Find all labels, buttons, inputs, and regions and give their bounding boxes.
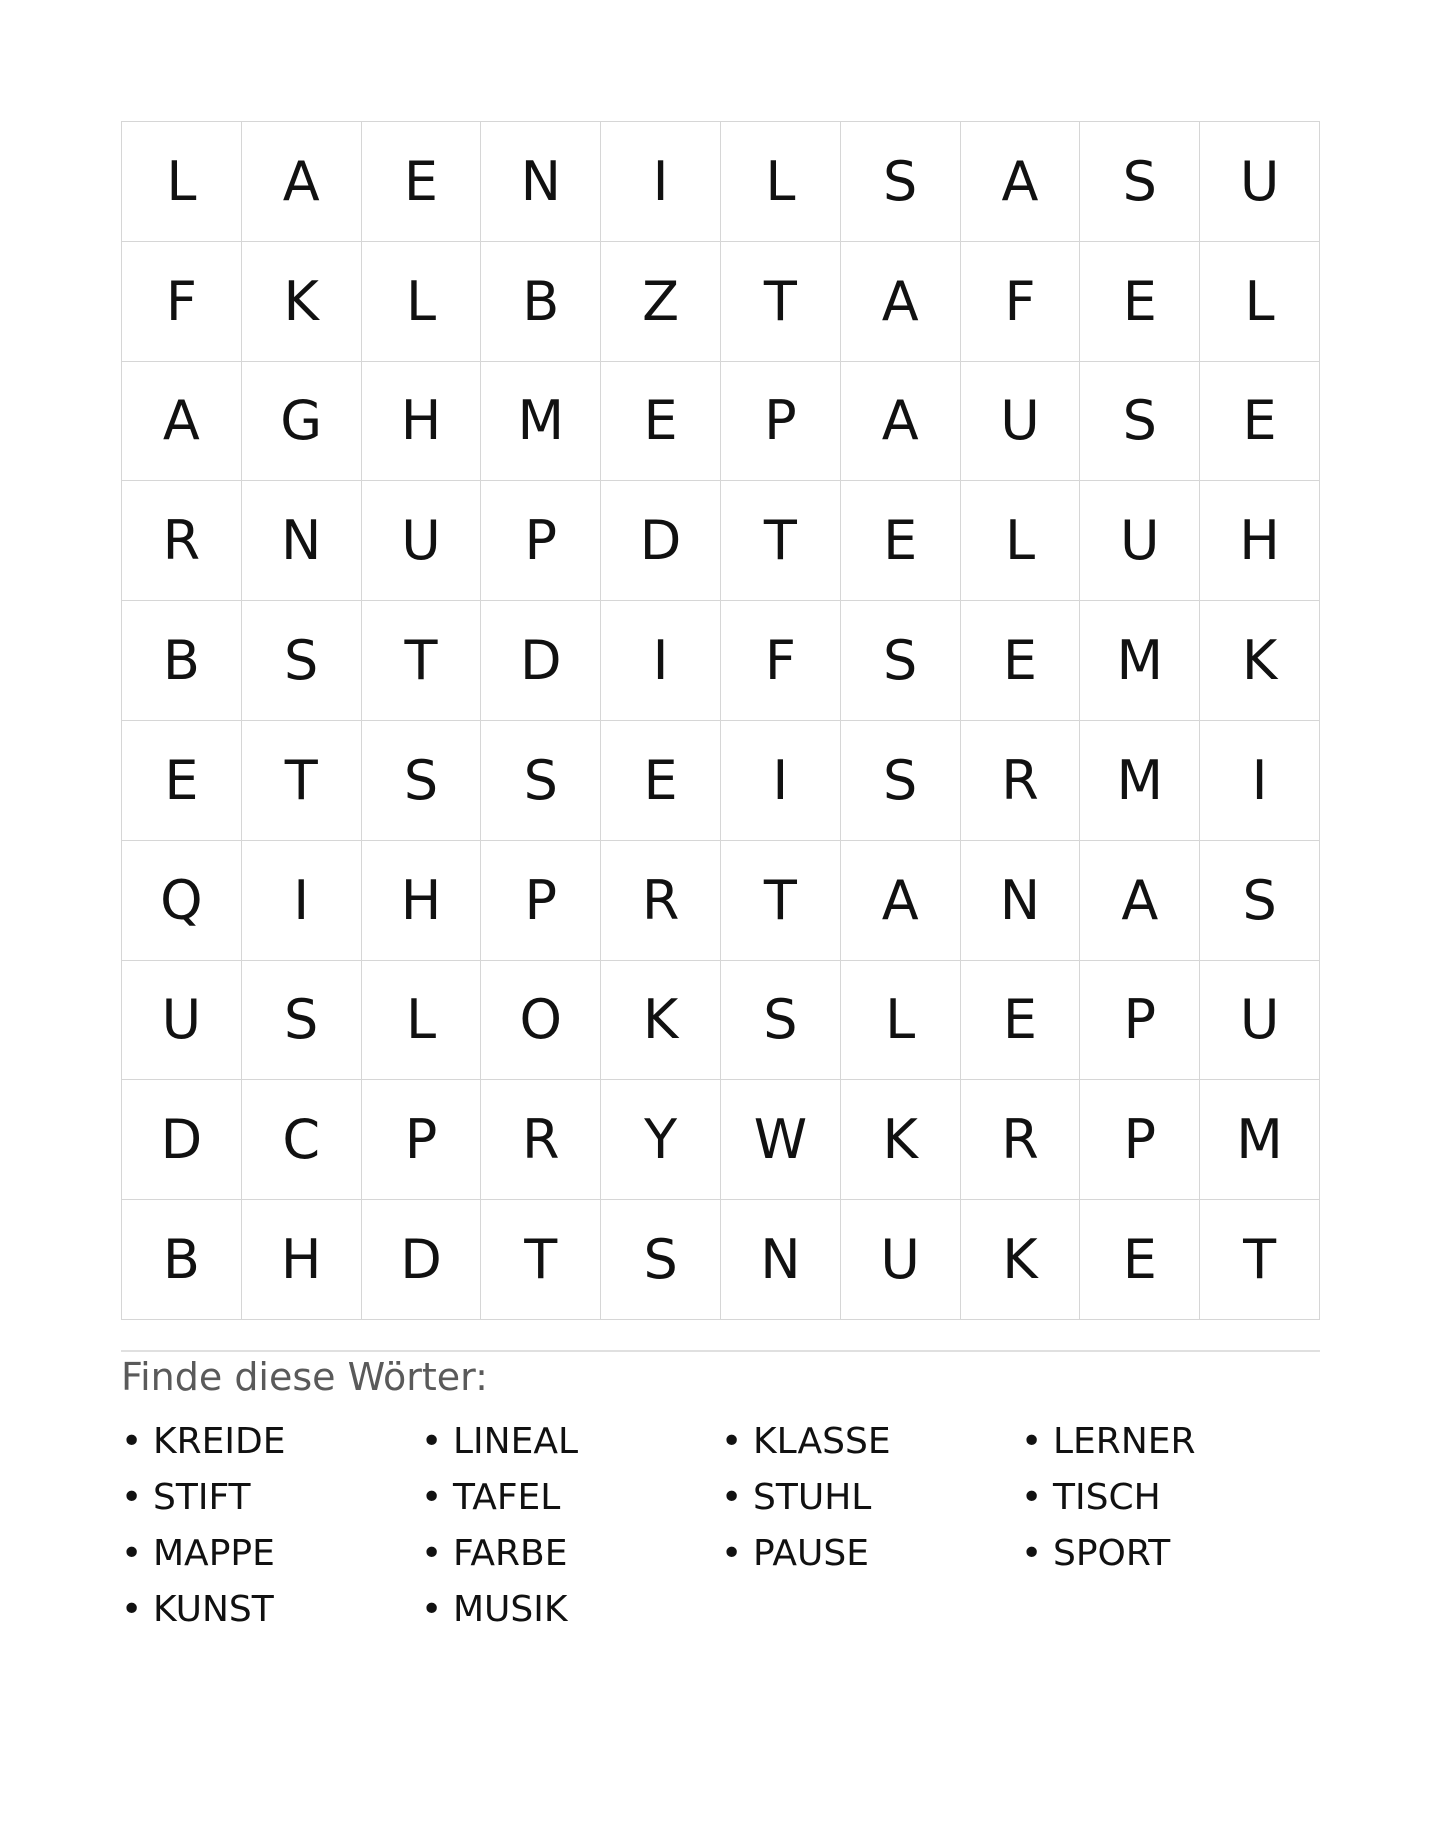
- word-list-item: [1021, 1469, 1321, 1525]
- grid-cell[interactable]: N: [721, 1200, 841, 1320]
- bullet-icon: •: [421, 1476, 443, 1518]
- grid-cell[interactable]: P: [1080, 1080, 1200, 1200]
- grid-cell[interactable]: U: [841, 1200, 961, 1320]
- grid-cell[interactable]: Z: [601, 242, 721, 362]
- grid-cell[interactable]: B: [122, 601, 242, 721]
- bullet-icon: •: [121, 1476, 143, 1518]
- word-label: LINEAL: [453, 1420, 579, 1462]
- grid-cell[interactable]: D: [481, 601, 601, 721]
- grid-cell[interactable]: D: [122, 1080, 242, 1200]
- grid-cell[interactable]: C: [242, 1080, 362, 1200]
- bullet-icon: •: [721, 1476, 743, 1518]
- grid-cell[interactable]: U: [362, 481, 482, 601]
- grid-cell[interactable]: E: [122, 721, 242, 841]
- grid-cell[interactable]: G: [242, 362, 362, 482]
- grid-cell[interactable]: R: [961, 1080, 1081, 1200]
- grid-cell[interactable]: P: [721, 362, 841, 482]
- word-label: PAUSE: [753, 1532, 869, 1574]
- word-list-item: [421, 1413, 721, 1469]
- grid-cell[interactable]: E: [841, 481, 961, 601]
- grid-cell[interactable]: E: [1080, 1200, 1200, 1320]
- word-label: KREIDE: [153, 1420, 286, 1462]
- grid-cell[interactable]: S: [242, 601, 362, 721]
- grid-cell[interactable]: L: [721, 122, 841, 242]
- bullet-icon: •: [1021, 1420, 1043, 1462]
- grid-cell[interactable]: M: [1200, 1080, 1320, 1200]
- word-list-item: [421, 1525, 721, 1581]
- word-list-item: [721, 1413, 1021, 1469]
- grid-cell[interactable]: S: [721, 961, 841, 1081]
- grid-cell[interactable]: K: [242, 242, 362, 362]
- word-list-item: [1021, 1525, 1321, 1581]
- grid-cell[interactable]: R: [961, 721, 1081, 841]
- word-label: MAPPE: [153, 1532, 275, 1574]
- word-list-item: [121, 1581, 421, 1637]
- word-label: STUHL: [753, 1476, 872, 1518]
- grid-cell[interactable]: P: [481, 481, 601, 601]
- grid-cell[interactable]: E: [961, 601, 1081, 721]
- word-label: MUSIK: [453, 1588, 568, 1630]
- grid-cell[interactable]: B: [122, 1200, 242, 1320]
- grid-cell[interactable]: I: [601, 601, 721, 721]
- grid-cell[interactable]: L: [961, 481, 1081, 601]
- word-list: [121, 1413, 1320, 1637]
- grid-cell[interactable]: F: [961, 242, 1081, 362]
- grid-cell[interactable]: N: [961, 841, 1081, 961]
- grid-cell[interactable]: R: [601, 841, 721, 961]
- grid-cell[interactable]: A: [1080, 841, 1200, 961]
- grid-cell[interactable]: E: [1080, 242, 1200, 362]
- grid-cell[interactable]: S: [242, 961, 362, 1081]
- grid-cell[interactable]: A: [841, 362, 961, 482]
- bullet-icon: •: [421, 1420, 443, 1462]
- grid-cell[interactable]: T: [721, 481, 841, 601]
- grid-cell[interactable]: I: [721, 721, 841, 841]
- bullet-icon: •: [1021, 1532, 1043, 1574]
- grid-cell[interactable]: L: [362, 961, 482, 1081]
- grid-cell[interactable]: H: [1200, 481, 1320, 601]
- grid-cell[interactable]: U: [1200, 122, 1320, 242]
- grid-cell[interactable]: K: [841, 1080, 961, 1200]
- grid-cell[interactable]: Q: [122, 841, 242, 961]
- grid-cell[interactable]: I: [601, 122, 721, 242]
- grid-cell[interactable]: N: [242, 481, 362, 601]
- bullet-icon: •: [421, 1532, 443, 1574]
- grid-cell[interactable]: K: [1200, 601, 1320, 721]
- grid-cell[interactable]: T: [242, 721, 362, 841]
- bullet-icon: •: [121, 1420, 143, 1462]
- grid-cell[interactable]: Y: [601, 1080, 721, 1200]
- word-list-item: [121, 1525, 421, 1581]
- grid-cell[interactable]: W: [721, 1080, 841, 1200]
- grid-cell[interactable]: S: [841, 721, 961, 841]
- grid-cell[interactable]: M: [1080, 721, 1200, 841]
- grid-cell[interactable]: R: [122, 481, 242, 601]
- grid-cell[interactable]: T: [362, 601, 482, 721]
- grid-cell[interactable]: A: [122, 362, 242, 482]
- grid-cell[interactable]: S: [841, 601, 961, 721]
- grid-cell[interactable]: L: [362, 242, 482, 362]
- grid-cell[interactable]: S: [1200, 841, 1320, 961]
- divider: [121, 1350, 1320, 1352]
- word-list-item: [421, 1581, 721, 1637]
- grid-cell[interactable]: S: [841, 122, 961, 242]
- word-label: TISCH: [1053, 1476, 1161, 1518]
- grid-cell[interactable]: K: [601, 961, 721, 1081]
- grid-cell[interactable]: E: [362, 122, 482, 242]
- word-label: KUNST: [153, 1588, 274, 1630]
- grid-cell[interactable]: F: [122, 242, 242, 362]
- word-label: SPORT: [1053, 1532, 1171, 1574]
- grid-cell[interactable]: T: [1200, 1200, 1320, 1320]
- grid-cell[interactable]: M: [1080, 601, 1200, 721]
- bullet-icon: •: [421, 1588, 443, 1630]
- word-label: TAFEL: [453, 1476, 561, 1518]
- grid-cell[interactable]: H: [362, 841, 482, 961]
- grid-cell[interactable]: T: [721, 242, 841, 362]
- grid-cell[interactable]: U: [961, 362, 1081, 482]
- grid-cell[interactable]: H: [242, 1200, 362, 1320]
- word-label: FARBE: [453, 1532, 568, 1574]
- bullet-icon: •: [1021, 1476, 1043, 1518]
- bullet-icon: •: [721, 1420, 743, 1462]
- grid-cell[interactable]: B: [481, 242, 601, 362]
- grid-cell[interactable]: E: [961, 961, 1081, 1081]
- bullet-icon: •: [121, 1532, 143, 1574]
- grid-cell[interactable]: A: [841, 242, 961, 362]
- grid-cell[interactable]: F: [721, 601, 841, 721]
- word-list-item: [421, 1469, 721, 1525]
- letter-grid: [121, 121, 1320, 1320]
- grid-cell[interactable]: S: [601, 1200, 721, 1320]
- grid-cell[interactable]: E: [1200, 362, 1320, 482]
- grid-cell[interactable]: E: [601, 721, 721, 841]
- word-list-item: [121, 1469, 421, 1525]
- bullet-icon: •: [121, 1588, 143, 1630]
- grid-cell[interactable]: P: [481, 841, 601, 961]
- grid-cell[interactable]: U: [122, 961, 242, 1081]
- grid-cell[interactable]: A: [961, 122, 1081, 242]
- grid-cell[interactable]: I: [1200, 721, 1320, 841]
- grid-cell[interactable]: M: [481, 362, 601, 482]
- grid-cell[interactable]: T: [721, 841, 841, 961]
- grid-cell[interactable]: S: [1080, 122, 1200, 242]
- grid-cell[interactable]: O: [481, 961, 601, 1081]
- bullet-icon: •: [721, 1532, 743, 1574]
- grid-cell[interactable]: S: [362, 721, 482, 841]
- grid-cell[interactable]: U: [1200, 961, 1320, 1081]
- grid-cell[interactable]: S: [1080, 362, 1200, 482]
- word-label: STIFT: [153, 1476, 251, 1518]
- word-label: KLASSE: [753, 1420, 891, 1462]
- word-list-heading: Finde diese Wörter:: [121, 1355, 488, 1399]
- grid-cell[interactable]: L: [122, 122, 242, 242]
- grid-cell[interactable]: H: [362, 362, 482, 482]
- grid-cell[interactable]: U: [1080, 481, 1200, 601]
- grid-cell[interactable]: L: [841, 961, 961, 1081]
- grid-cell[interactable]: N: [481, 122, 601, 242]
- grid-cell[interactable]: D: [362, 1200, 482, 1320]
- word-list-item: [721, 1525, 1021, 1581]
- grid-cell[interactable]: P: [1080, 961, 1200, 1081]
- grid-cell[interactable]: I: [242, 841, 362, 961]
- word-list-item: [1021, 1413, 1321, 1469]
- grid-cell[interactable]: T: [481, 1200, 601, 1320]
- grid-cell[interactable]: R: [481, 1080, 601, 1200]
- grid-cell[interactable]: E: [601, 362, 721, 482]
- word-label: LERNER: [1053, 1420, 1196, 1462]
- grid-cell[interactable]: A: [242, 122, 362, 242]
- word-list-item: [721, 1469, 1021, 1525]
- grid-cell[interactable]: D: [601, 481, 721, 601]
- grid-cell[interactable]: A: [841, 841, 961, 961]
- grid-cell[interactable]: P: [362, 1080, 482, 1200]
- grid-cell[interactable]: L: [1200, 242, 1320, 362]
- grid-cell[interactable]: K: [961, 1200, 1081, 1320]
- word-list-item: [121, 1413, 421, 1469]
- grid-cell[interactable]: S: [481, 721, 601, 841]
